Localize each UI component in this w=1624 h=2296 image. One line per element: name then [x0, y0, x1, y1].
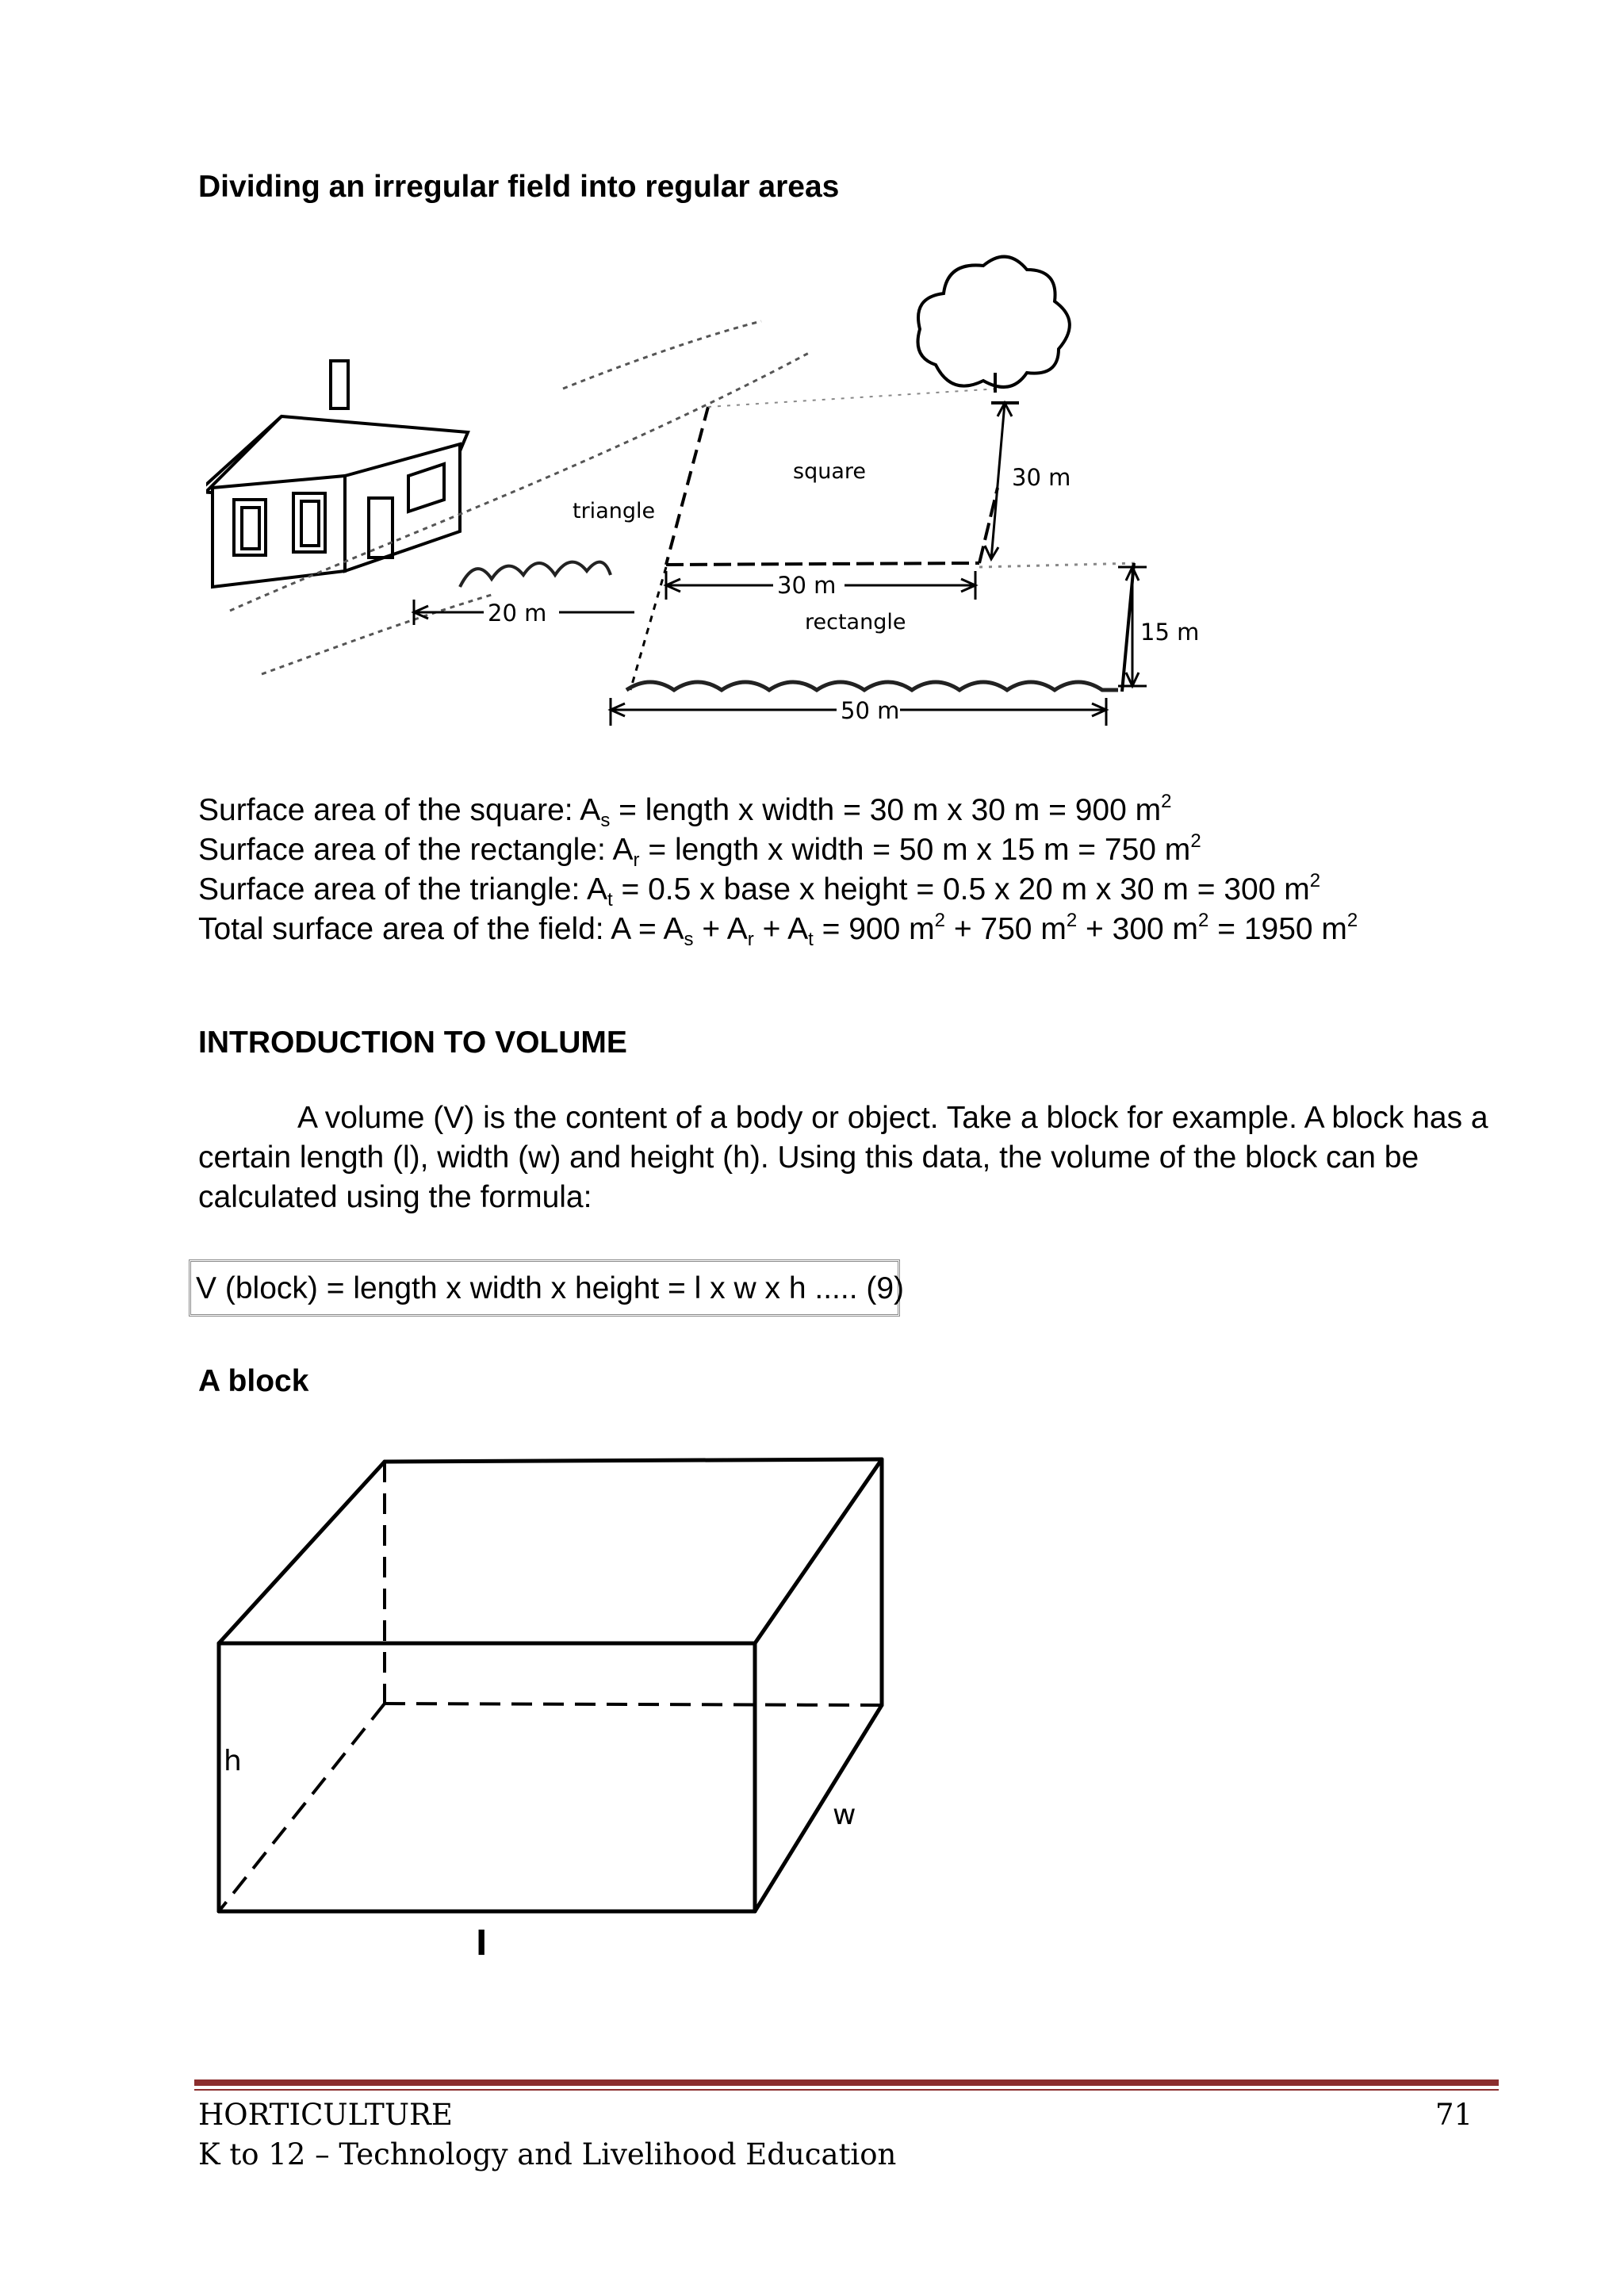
block-width-label: w [833, 1799, 856, 1831]
dimension-20m: 20 m [488, 600, 547, 627]
footer-page-number: 71 [1435, 2098, 1473, 2132]
block-diagram [198, 1443, 912, 1967]
calc-triangle: Surface area of the triangle: $A_t = 0.5$ x base x height = 0.5 x 20 m x 30 m = 300 $m^2$ [198, 870, 1321, 910]
dimension-50m: 50 m [841, 697, 900, 724]
triangle-label: triangle [573, 499, 656, 523]
dimension-lines [414, 403, 1147, 726]
field-diagram [206, 246, 1205, 753]
footer-subject: HORTICULTURE [198, 2098, 453, 2132]
square-label: square [793, 459, 866, 484]
calc-total: Total surface area of the field: $A = A_s + A_r + A_t = 900$ $m^2 + 750$ $m^2 + 300$ $m^2 = 1950$ $m^2$ [198, 910, 1358, 950]
house-illustration [206, 361, 468, 587]
section-heading-block: A block [198, 1364, 309, 1398]
volume-formula-box: V (block) = length x width x height = l x w x h ..... (9) [189, 1259, 900, 1317]
rectangle-label: rectangle [805, 610, 906, 634]
calc-square: Surface area of the square: $A_s$ = length x width = 30 m x 30 m = 900 $m^2$ [198, 791, 1172, 831]
volume-paragraph: A volume (V) is the content of a body or object. Take a block for example. A block has a certain length (l), width (w) and height (h). Using this data, the volume of the block can be calculated using the formula: [198, 1101, 1488, 1214]
dimension-30m-vertical: 30 m [1012, 464, 1071, 491]
block-length-label: l [476, 1924, 488, 1963]
calc-rectangle: Surface area of the rectangle: $A_r$ = length x width = 50 m x 15 m = 750 $m^2$ [198, 830, 1201, 871]
block-height-label: h [224, 1745, 242, 1777]
dimension-15m: 15 m [1140, 619, 1200, 646]
footer-rule-thin [194, 2089, 1499, 2091]
footer-rule-thick [194, 2079, 1499, 2086]
tree-illustration [918, 257, 1070, 393]
section-heading-volume: INTRODUCTION TO VOLUME [198, 1025, 627, 1060]
footer-course: K to 12 – Technology and Livelihood Education [198, 2137, 897, 2171]
section-heading-irregular-field: Dividing an irregular field into regular areas [198, 170, 840, 204]
bush-strip [460, 562, 611, 587]
dimension-30m-horizontal: 30 m [777, 572, 837, 599]
